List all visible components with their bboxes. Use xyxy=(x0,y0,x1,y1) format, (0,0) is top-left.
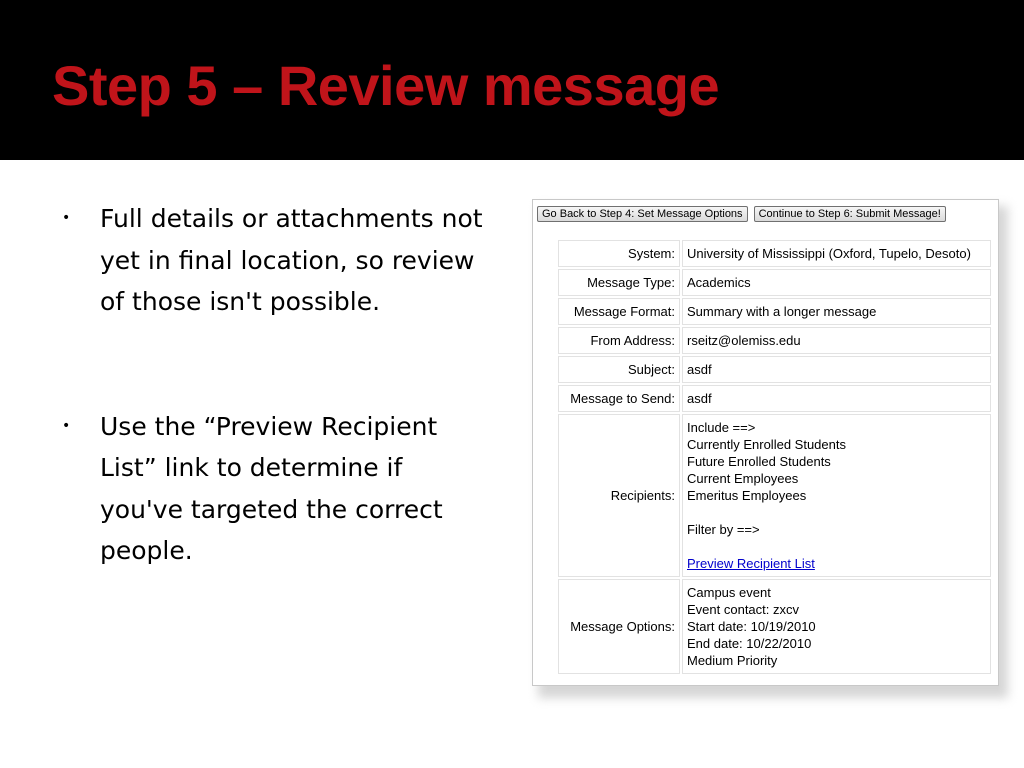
from-address-label: From Address: xyxy=(558,327,680,354)
message-options-line: Campus event xyxy=(687,585,771,600)
button-row xyxy=(537,206,946,222)
recipients-line: Current Employees xyxy=(687,471,799,486)
message-options-line: Medium Priority xyxy=(687,653,778,668)
message-type-label: Message Type: xyxy=(558,269,680,296)
bullet-icon: • xyxy=(62,417,71,434)
recipients-line xyxy=(687,538,986,555)
bullet-icon: • xyxy=(62,210,71,226)
table-row xyxy=(558,356,991,383)
system-label: System: xyxy=(558,240,680,267)
recipients-value xyxy=(682,414,991,577)
message-to-send-label: Message to Send: xyxy=(558,385,680,412)
preview-recipient-list-link[interactable]: Preview Recipient List xyxy=(687,556,815,571)
recipients-line: Filter by ==> xyxy=(687,522,760,537)
bullet-list xyxy=(60,198,490,572)
message-options-value xyxy=(682,579,991,674)
bullet-item xyxy=(60,406,490,572)
message-type-value: Academics xyxy=(682,269,991,296)
subject-label: Subject: xyxy=(558,356,680,383)
table-row xyxy=(558,579,991,674)
recipients-line xyxy=(687,504,986,521)
recipients-line: Emeritus Employees xyxy=(687,488,807,503)
slide-title: Step 5 – Review message xyxy=(52,54,720,117)
recipients-line: Future Enrolled Students xyxy=(687,454,831,469)
table-row xyxy=(558,240,991,267)
message-to-send-value: asdf xyxy=(682,385,991,412)
continue-to-step-6-button[interactable]: Continue to Step 6: Submit Message! xyxy=(754,206,946,222)
bullet-item xyxy=(60,198,490,323)
message-options-label: Message Options: xyxy=(558,579,680,674)
back-to-step-4-button[interactable]: Go Back to Step 4: Set Message Options xyxy=(537,206,748,222)
message-options-line: Start date: 10/19/2010 xyxy=(687,619,816,634)
message-options-line: Event contact: zxcv xyxy=(687,602,799,617)
recipients-label: Recipients: xyxy=(558,414,680,577)
subject-value: asdf xyxy=(682,356,991,383)
table-row xyxy=(558,269,991,296)
review-screenshot xyxy=(532,199,999,686)
title-bar xyxy=(0,0,1024,160)
message-options-line: End date: 10/22/2010 xyxy=(687,636,812,651)
table-row xyxy=(558,414,991,577)
table-row xyxy=(558,385,991,412)
message-format-label: Message Format: xyxy=(558,298,680,325)
recipients-line: Currently Enrolled Students xyxy=(687,437,846,452)
message-format-value: Summary with a longer message xyxy=(682,298,991,325)
table-row xyxy=(558,298,991,325)
from-address-value: rseitz@olemiss.edu xyxy=(682,327,991,354)
review-table xyxy=(556,238,993,676)
bullet-text: Full details or attachments not yet in final location, so review of those isn't possible. xyxy=(100,204,483,316)
system-value: University of Mississippi (Oxford, Tupelo, Desoto) xyxy=(682,240,991,267)
table-row xyxy=(558,327,991,354)
bullet-text: Use the “Preview Recipient List” link to determine if you've targeted the correct people. xyxy=(100,411,443,565)
recipients-line: Include ==> xyxy=(687,420,756,435)
